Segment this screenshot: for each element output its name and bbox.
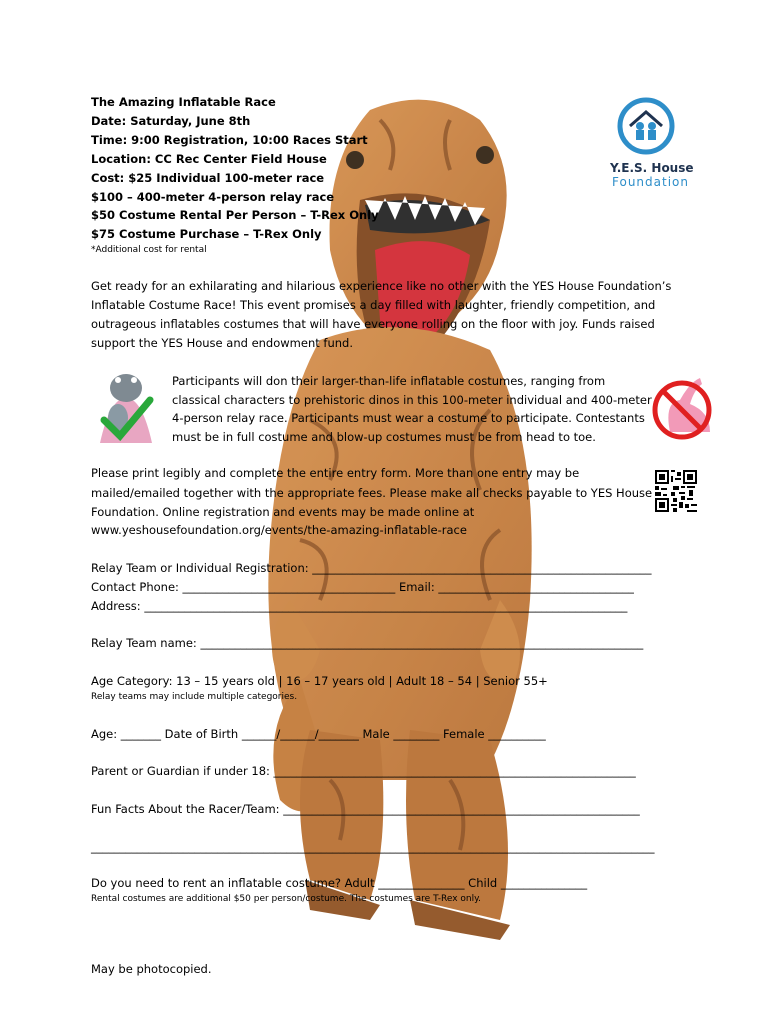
participants-line: 4-person relay race. Participants must wear a costume to participate. Contestants xyxy=(172,411,645,425)
contact-phone-email-field[interactable]: Contact Phone: _____________________________________ Email: __________________________________ xyxy=(91,580,634,594)
fun-facts-field-line2[interactable]: __________________________________________________________________________________________________ xyxy=(91,840,655,854)
age-category-field[interactable]: Age Category: 13 – 15 years old | 16 – 17 years old | Adult 18 – 54 | Senior 55+ xyxy=(91,674,548,688)
costume-rental-field[interactable]: Do you need to rent an inflatable costume? Adult _______________ Child _______________ xyxy=(91,876,588,890)
fun-facts-field[interactable]: Fun Facts About the Racer/Team: ______________________________________________________________ xyxy=(91,802,640,816)
instructions-line: Foundation. Online registration and events may be made online at xyxy=(91,505,475,519)
footer-note: May be photocopied. xyxy=(91,962,212,976)
cost-individual: Cost: $25 Individual 100-meter race xyxy=(91,171,325,185)
guardian-field[interactable]: Parent or Guardian if under 18: _______________________________________________________________ xyxy=(91,764,636,778)
participants-line: must be in full costume and blow-up costumes must be from head to toe. xyxy=(172,430,596,444)
registration-type-field[interactable]: Relay Team or Individual Registration: ___________________________________________________________ xyxy=(91,561,652,575)
cost-rental: $50 Costume Rental Per Person – T-Rex Only xyxy=(91,208,379,222)
address-field[interactable]: Address: ____________________________________________________________________________________ xyxy=(91,599,628,613)
instructions-line: mailed/emailed together with the appropriate fees. Please make all checks payable to YES House xyxy=(91,486,653,500)
logo-title: Y.E.S. House xyxy=(610,161,694,175)
relay-team-name-field[interactable]: Relay Team name: _____________________________________________________________________________ xyxy=(91,636,644,650)
participants-line: Participants will don their larger-than-life inflatable costumes, ranging from xyxy=(172,374,606,388)
rental-note: *Additional cost for rental xyxy=(91,245,207,255)
cost-relay: $100 – 400-meter 4-person relay race xyxy=(91,190,335,204)
age-category-note: Relay teams may include multiple categories. xyxy=(91,692,298,702)
instructions-line: Please print legibly and complete the entire entry form. More than one entry may be xyxy=(91,466,580,480)
intro-line: outrageous inflatables costumes that will have everyone rolling on the floor with joy. Funds raised xyxy=(91,317,655,331)
costume-rental-note: Rental costumes are additional $50 per person/costume. The costumes are T-Rex only. xyxy=(91,894,482,904)
event-time: Time: 9:00 Registration, 10:00 Races Start xyxy=(91,133,368,147)
event-title: The Amazing Inflatable Race xyxy=(91,95,276,109)
intro-line: Inflatable Costume Race! This event promises a day filled with laughter, friendly competition, and xyxy=(91,298,656,312)
cost-purchase: $75 Costume Purchase – T-Rex Only xyxy=(91,227,322,241)
intro-line: Get ready for an exhilarating and hilarious experience like no other with the YES House Foundation’s xyxy=(91,279,672,293)
event-date: Date: Saturday, June 8th xyxy=(91,114,251,128)
age-dob-gender-field[interactable]: Age: _______ Date of Birth ______/______/_______ Male ________ Female __________ xyxy=(91,727,546,741)
registration-url[interactable]: www.yeshousefoundation.org/events/the-amazing-inflatable-race xyxy=(91,523,467,537)
logo-subtitle: Foundation xyxy=(612,175,689,189)
participants-line: classical characters to prehistoric dinos in this 100-meter individual and 400-meter xyxy=(172,393,652,407)
intro-line: support the YES House and endowment fund. xyxy=(91,336,353,350)
event-location: Location: CC Rec Center Field House xyxy=(91,152,327,166)
